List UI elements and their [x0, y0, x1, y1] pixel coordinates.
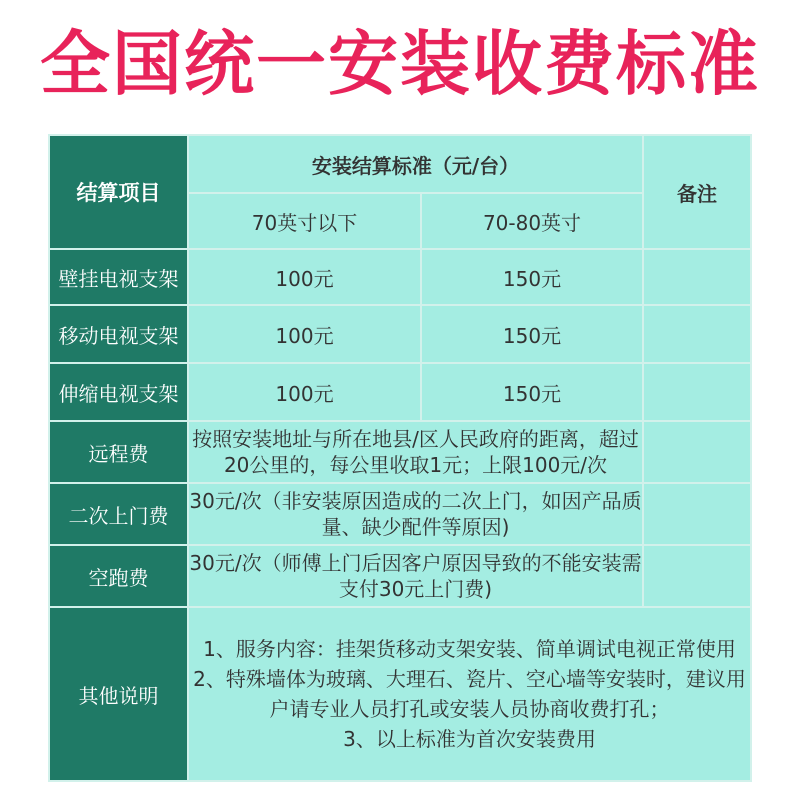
table-row — [49, 363, 751, 421]
row-item: 移动电视支架 — [49, 305, 188, 363]
fee-table — [48, 134, 752, 782]
fee-item: 空跑费 — [49, 545, 188, 607]
header-standard: 安装结算标准（元/台） — [188, 135, 643, 193]
row-price-small: 100元 — [188, 305, 421, 363]
table-row — [49, 421, 751, 483]
header-remark: 备注 — [643, 135, 751, 249]
fee-description: 30元/次（非安装原因造成的二次上门，如因产品质量、缺少配件等原因) — [188, 483, 643, 545]
other-notes-label: 其他说明 — [49, 607, 188, 781]
row-price-large: 150元 — [421, 305, 643, 363]
table-row — [49, 249, 751, 305]
row-item: 壁挂电视支架 — [49, 249, 188, 305]
fee-description: 30元/次（师傅上门后因客户原因导致的不能安装需支付30元上门费) — [188, 545, 643, 607]
note-line: 3、以上标准为首次安装费用 — [343, 727, 596, 751]
page-title: 全国统一安装收费标准 — [40, 23, 760, 105]
fee-item: 二次上门费 — [49, 483, 188, 545]
table-row — [49, 483, 751, 545]
row-remark — [643, 363, 751, 421]
table-row — [49, 305, 751, 363]
fee-remark — [643, 483, 751, 545]
fee-description: 按照安装地址与所在地县/区人民政府的距离，超过20公里的，每公里收取1元；上限100元/次 — [188, 421, 643, 483]
row-price-large: 150元 — [421, 363, 643, 421]
row-price-large: 150元 — [421, 249, 643, 305]
table-row — [49, 545, 751, 607]
fee-remark — [643, 421, 751, 483]
subheader-70-80: 70-80英寸 — [421, 193, 643, 249]
row-item: 伸缩电视支架 — [49, 363, 188, 421]
fee-remark — [643, 545, 751, 607]
table-row — [49, 607, 751, 781]
row-price-small: 100元 — [188, 363, 421, 421]
subheader-under-70: 70英寸以下 — [188, 193, 421, 249]
row-remark — [643, 305, 751, 363]
other-notes — [188, 607, 751, 781]
fee-item: 远程费 — [49, 421, 188, 483]
header-item: 结算项目 — [49, 135, 188, 249]
note-line: 2、特殊墙体为玻璃、大理石、瓷片、空心墙等安装时，建议用户请专业人员打孔或安装人员协商收费打孔； — [193, 667, 746, 721]
row-remark — [643, 249, 751, 305]
row-price-small: 100元 — [188, 249, 421, 305]
note-line: 1、服务内容：挂架货移动支架安装、简单调试电视正常使用 — [203, 637, 736, 661]
